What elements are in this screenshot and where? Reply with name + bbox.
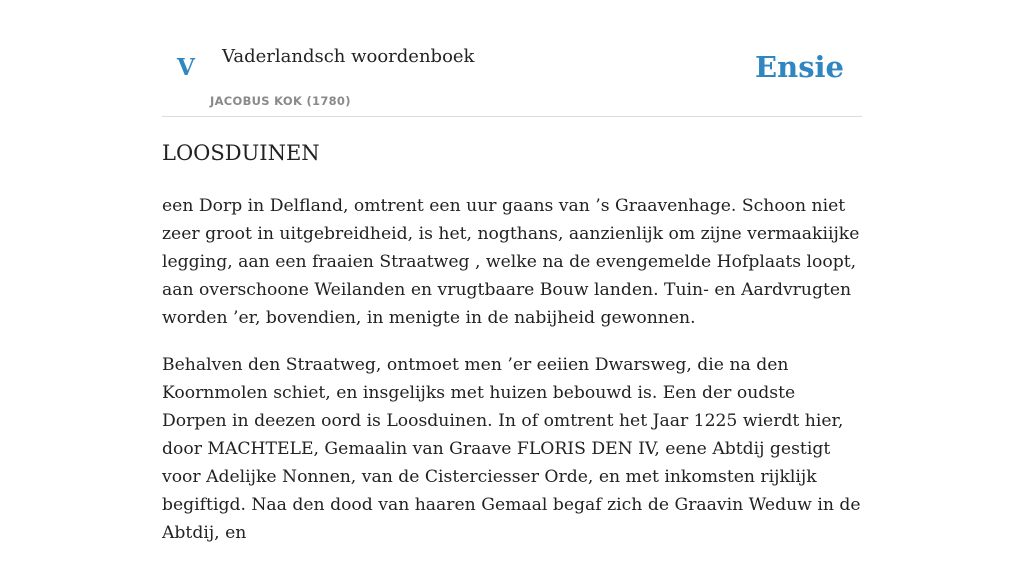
entry-title: LOOSDUINEN <box>162 141 320 165</box>
volume-letter[interactable]: V <box>177 54 195 81</box>
author-label: JACOBUS KOK (1780) <box>210 94 351 108</box>
header <box>162 0 862 117</box>
entry-paragraph: Behalven den Straatweg, ontmoet men ’er eeiien Dwarsweg, die na den Koornmolen schiet, en insgelijks met huizen bebouwd is. Een der oudste Dorpen in deezen oord is Loosduinen. In of omtrent het Jaar 1225 wierdt hier, door MACHTELE, Gemaalin van Graave FLORIS DEN IV, eene Abtdij gestigt voor Adelijke Nonnen, van de Cisterciesser Orde, en met inkomsten rijklijk begiftigd. Naa den dood van haaren Gemaal begaf zich de Graavin Weduw in de Abtdij, en <box>162 355 861 543</box>
entry-paragraph: een Dorp in Delfland, omtrent een uur gaans van ’s Graavenhage. Schoon niet zeer groot in uitgebreidheid, is het, nogthans, aanzienlijk om zijne vermaakiijke legging, aan een fraaien Straatweg , welke na de evengemelde Hofplaats loopt, aan overschoone Weilanden en vrugtbaare Bouw landen. Tuin- en Aardvrugten worden ’er, bovendien, in menigte in de nabijheid gewonnen. <box>162 196 860 328</box>
entry-content <box>162 192 864 566</box>
brand-logo[interactable]: Ensie <box>755 50 844 84</box>
book-title[interactable]: Vaderlandsch woordenboek <box>222 46 475 67</box>
